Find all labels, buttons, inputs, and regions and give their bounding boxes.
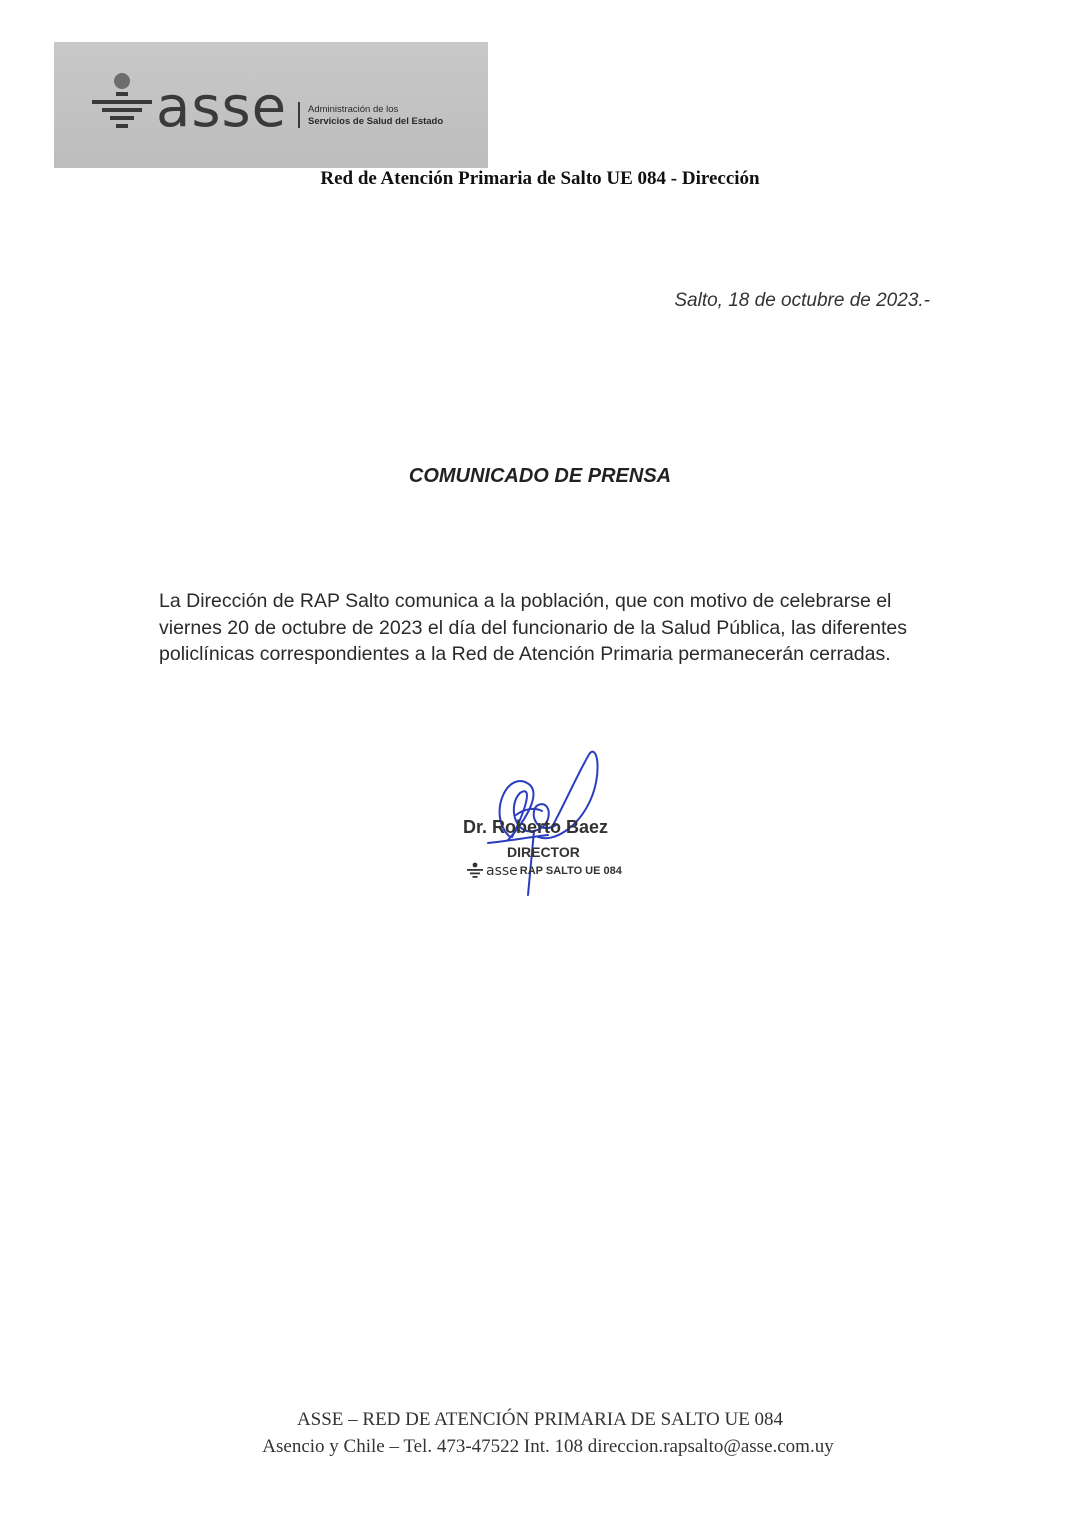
- logo-tagline: [308, 104, 443, 128]
- date-line: Salto, 18 de octubre de 2023.-: [674, 290, 930, 311]
- asse-logo: [54, 42, 488, 168]
- body-paragraph: La Dirección de RAP Salto comunica a la población, que con motivo de celebrarse el viernes 20 de octubre de 2023 el día del funcionario de la Salud Pública, las diferentes policlínicas correspondientes a la Red de Atención Primaria permanecerán cerradas.: [159, 590, 907, 665]
- logo-tagline-line1: Administración de los: [308, 104, 399, 115]
- logo-wordmark: asse: [156, 75, 288, 140]
- stamp-wordmark: asse: [486, 863, 518, 879]
- asse-emblem-icon: [92, 72, 152, 134]
- logo-divider: [298, 102, 300, 128]
- signatory-name: Dr. Roberto Baez: [463, 817, 609, 837]
- asse-stamp-icon: [466, 862, 484, 880]
- footer-contact: Asencio y Chile – Tel. 473-47522 Int. 108 direccion.rapsalto@asse.com.uy: [262, 1436, 834, 1457]
- unit-header: Red de Atención Primaria de Salto UE 084 - Dirección: [320, 168, 760, 189]
- stamp-unit: RAP SALTO UE 084: [519, 865, 622, 877]
- signatory-role: DIRECTOR: [507, 844, 580, 860]
- signature-stamp: [466, 861, 622, 881]
- document-title: COMUNICADO DE PRENSA: [408, 465, 672, 487]
- logo-tagline-line2: Servicios de Salud del Estado: [308, 116, 444, 127]
- footer-organization: ASSE – RED DE ATENCIÓN PRIMARIA DE SALTO UE 084: [296, 1409, 784, 1430]
